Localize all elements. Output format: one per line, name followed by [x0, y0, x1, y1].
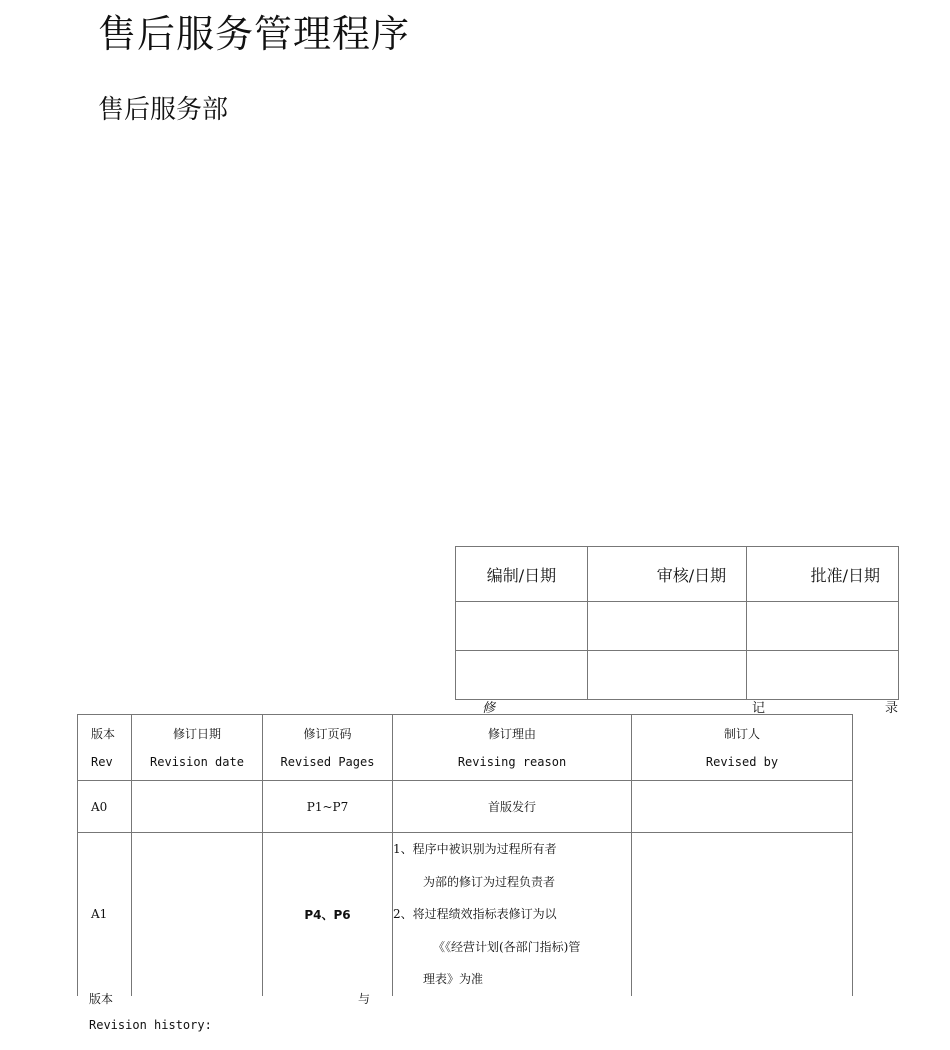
revising-reason-header-en: Revising reason	[457, 754, 567, 769]
revised-by-header	[632, 715, 853, 781]
revising-reason-cell	[393, 833, 632, 996]
revision-date-header-cn: 修订日期	[172, 726, 221, 741]
approval-header-row	[456, 547, 899, 602]
revised-pages-header-en: Revised Pages	[280, 754, 375, 769]
rev-cell: A0	[78, 781, 132, 833]
revision-date-header	[132, 715, 263, 781]
revision-record-char: 录	[885, 701, 899, 716]
footer-version-label: 版本	[89, 992, 114, 1006]
reason-line: 2、将过程绩效指标表修订为以	[393, 907, 557, 921]
approval-row	[456, 602, 899, 651]
department-name: 售后服务部	[98, 95, 229, 125]
reason-line: 为部的修订为过程负责者	[423, 874, 556, 889]
revision-date-cell	[132, 781, 263, 833]
revised-pages-cell: P1~P7	[263, 781, 393, 833]
footer-revision-history: Revision history:	[89, 1018, 212, 1032]
revised-pages-cell: P4、P6	[263, 833, 393, 996]
reason-line: 1、程序中被识别为过程所有者	[393, 842, 557, 856]
approved-cell	[747, 602, 899, 651]
approval-row	[456, 651, 899, 700]
approval-table	[455, 546, 899, 700]
revising-reason-header	[393, 715, 632, 781]
revised-by-header-en: Revised by	[705, 754, 779, 769]
revising-reason-cell: 首版发行	[393, 781, 632, 833]
revised-by-header-cn: 制订人	[723, 726, 760, 741]
rev-header	[78, 715, 132, 781]
approved-cell	[747, 651, 899, 700]
document-title: 售后服务管理程序	[98, 12, 411, 56]
reviewed-cell	[587, 602, 746, 651]
revised-pages-header-cn: 修订页码	[303, 726, 352, 741]
reason-line: 《《经营计划(各部门指标)管	[433, 939, 581, 954]
rev-cell: A1	[78, 833, 132, 996]
revised-by-cell	[632, 833, 853, 996]
revised-pages-header	[263, 715, 393, 781]
footer-and-label: 与	[358, 992, 371, 1006]
revised-by-cell	[632, 781, 853, 833]
revision-row	[78, 781, 853, 833]
revision-date-header-en: Revision date	[150, 754, 244, 769]
reviewed-cell	[587, 651, 746, 700]
prepared-cell	[456, 651, 588, 700]
revision-record-char: 记	[752, 701, 766, 716]
approved-by-date-header: 批准/日期	[747, 547, 899, 602]
rev-header-en: Rev	[91, 754, 113, 769]
prepared-by-date-header: 编制/日期	[456, 547, 588, 602]
rev-header-cn: 版本	[91, 726, 116, 741]
revision-date-cell	[132, 833, 263, 996]
revision-record-char: 修	[482, 701, 496, 716]
revision-row	[78, 833, 853, 996]
revision-header-row	[78, 715, 853, 781]
revising-reason-header-cn: 修订理由	[487, 726, 536, 741]
reviewed-by-date-header: 审核/日期	[587, 547, 746, 602]
reason-line: 理表》为准	[423, 972, 484, 986]
revision-table	[77, 714, 853, 996]
prepared-cell	[456, 602, 588, 651]
